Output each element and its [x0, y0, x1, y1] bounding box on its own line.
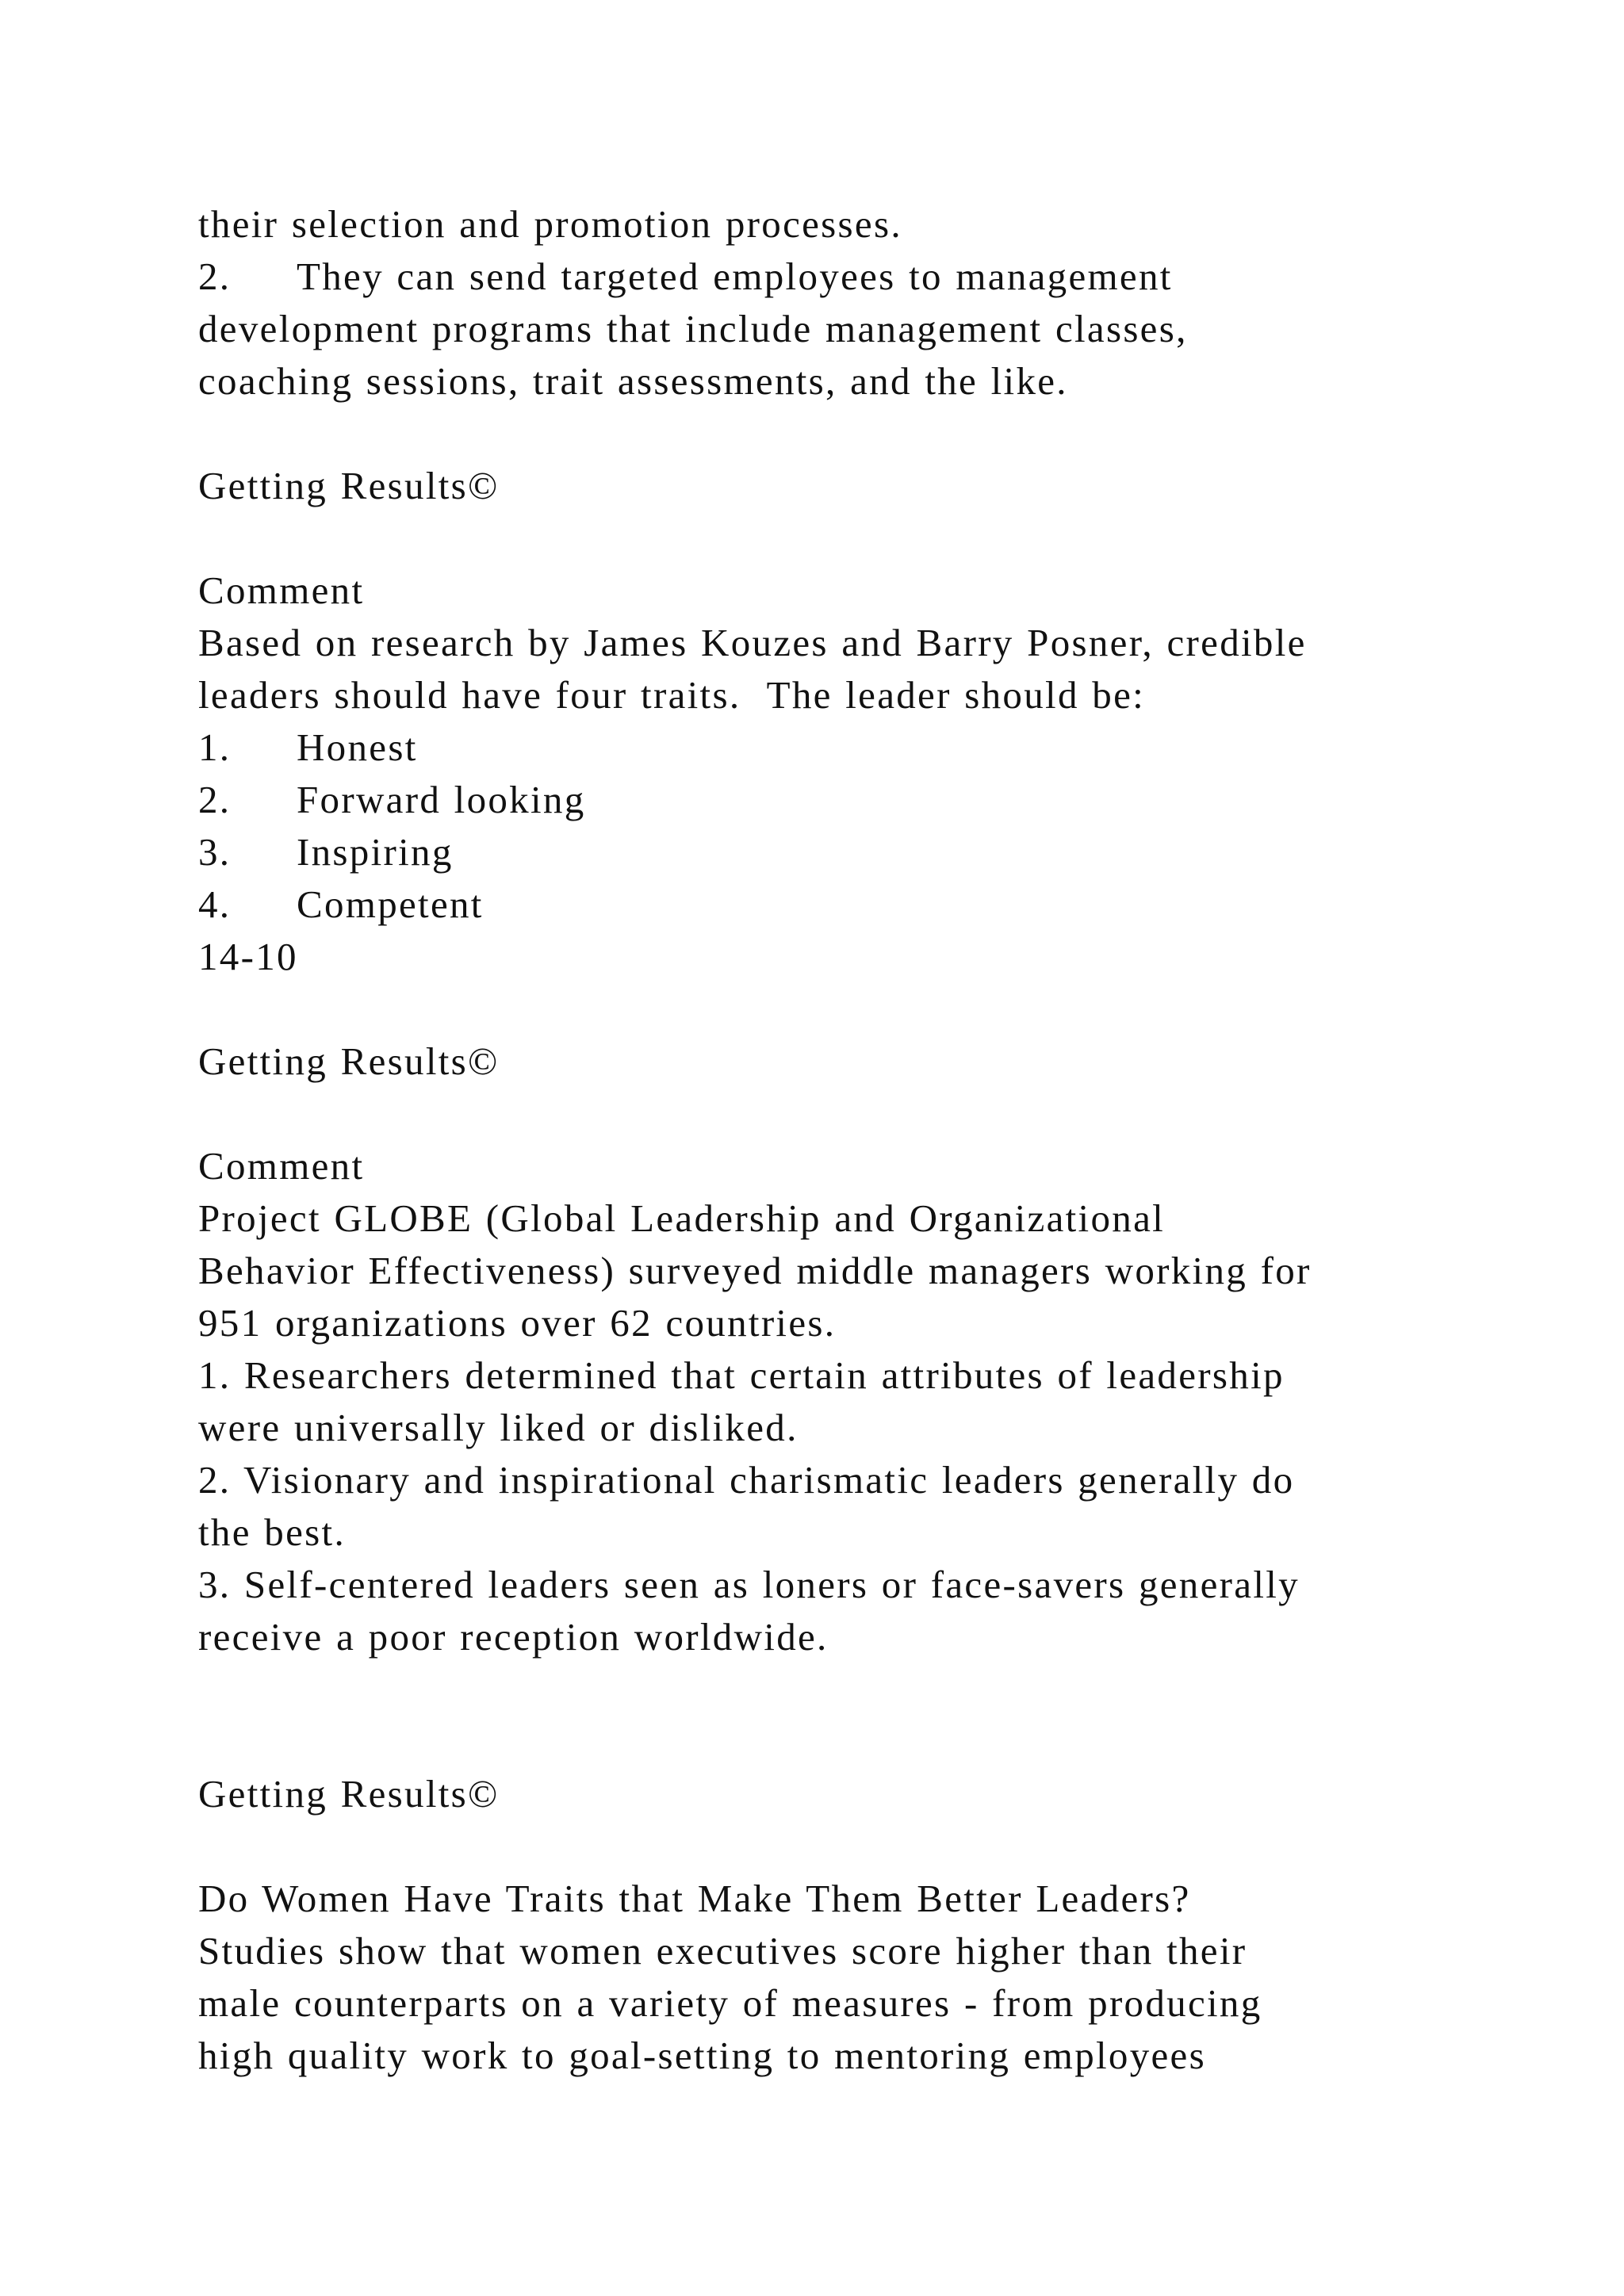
blank-line	[198, 1088, 1467, 1140]
comment-label: Comment	[198, 568, 365, 612]
comment-label: Comment	[198, 1144, 365, 1188]
item-text: Inspiring	[297, 830, 454, 874]
trait-item	[198, 878, 1467, 931]
text-line: coaching sessions, trait assessments, and the like.	[198, 359, 1068, 403]
text-line: the best.	[198, 1510, 346, 1554]
text-line: their selection and promotion processes.	[198, 202, 902, 246]
blank-line	[198, 1663, 1467, 1716]
section-header: Getting Results©	[198, 1039, 500, 1083]
numbered-item	[198, 251, 1467, 303]
item-text: Competent	[297, 882, 484, 926]
text-line: high quality work to goal-setting to mentoring employees	[198, 2034, 1206, 2077]
trait-item	[198, 774, 1467, 826]
blank-line	[198, 1716, 1467, 1768]
item-number: 3.	[198, 830, 232, 874]
text-line: 951 organizations over 62 countries.	[198, 1301, 837, 1345]
trait-item	[198, 721, 1467, 774]
item-number: 1.	[198, 725, 232, 769]
text-line: Project GLOBE (Global Leadership and Organizational	[198, 1196, 1166, 1240]
section-title: Do Women Have Traits that Make Them Better Leaders?	[198, 1877, 1191, 1920]
document-page	[198, 198, 1467, 2082]
text-line: development programs that include management classes,	[198, 307, 1188, 350]
text-line: Studies show that women executives score higher than their	[198, 1929, 1247, 1973]
item-number: 4.	[198, 882, 232, 926]
text-line: receive a poor reception worldwide.	[198, 1615, 829, 1659]
blank-line	[198, 983, 1467, 1035]
text-line: male counterparts on a variety of measures - from producing	[198, 1981, 1262, 2025]
text-line: Behavior Effectiveness) surveyed middle managers working for	[198, 1249, 1312, 1292]
text-line: Based on research by James Kouzes and Barry Posner, credible	[198, 621, 1307, 664]
blank-line	[198, 1820, 1467, 1873]
text-line: 2. Visionary and inspirational charismatic leaders generally do	[198, 1458, 1295, 1502]
item-number: 2.	[198, 778, 232, 821]
item-text: Forward looking	[297, 778, 586, 821]
section-header: Getting Results©	[198, 464, 500, 507]
item-text: Honest	[297, 725, 418, 769]
text-line: leaders should have four traits. The leader should be:	[198, 673, 1146, 717]
trait-item	[198, 826, 1467, 878]
blank-line	[198, 408, 1467, 460]
section-header: Getting Results©	[198, 1772, 500, 1816]
text-line: 1. Researchers determined that certain attributes of leadership	[198, 1353, 1285, 1397]
item-number: 2.	[198, 254, 232, 298]
text-line: were universally liked or disliked.	[198, 1406, 799, 1449]
slide-number: 14-10	[198, 935, 298, 978]
item-text: They can send targeted employees to management	[297, 254, 1173, 298]
text-line: 3. Self-centered leaders seen as loners or face-savers generally	[198, 1563, 1300, 1606]
blank-line	[198, 512, 1467, 564]
